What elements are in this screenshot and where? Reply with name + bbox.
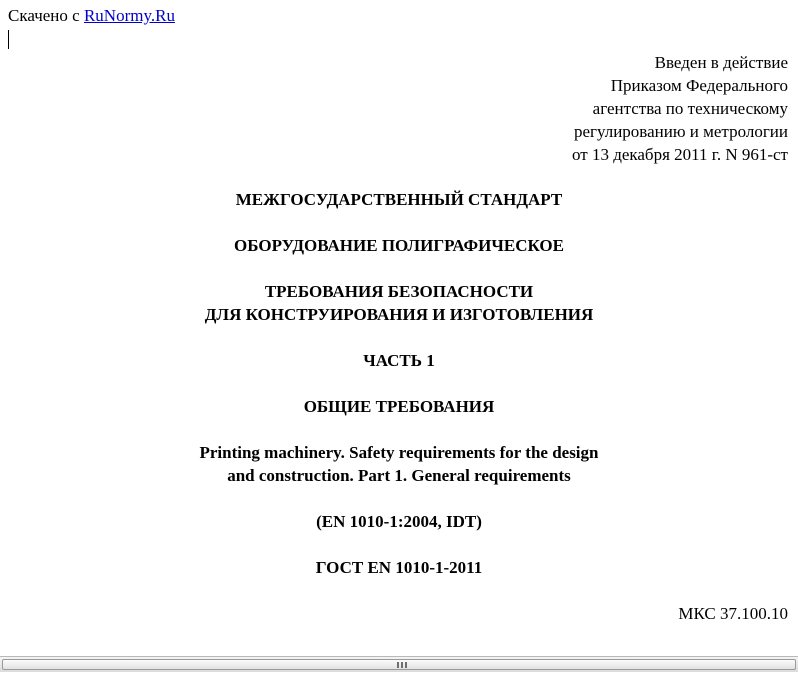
intro-line: Приказом Федерального <box>610 76 788 95</box>
english-title <box>0 441 798 487</box>
en-reference <box>0 510 798 533</box>
text-caret <box>8 30 9 49</box>
scrollbar-thumb[interactable] <box>2 659 796 670</box>
heading-text: (EN 1010-1:2004, IDT) <box>316 512 482 531</box>
intro-line: агентства по техническому <box>592 99 788 118</box>
heading-text: ГОСТ EN 1010-1-2011 <box>315 558 483 577</box>
heading-text: and construction. Part 1. General requirements <box>227 466 571 485</box>
part-heading <box>0 349 798 372</box>
download-line <box>8 5 175 27</box>
gost-number <box>0 556 798 579</box>
heading-text: Printing machinery. Safety requirements for the design <box>199 443 599 462</box>
grip-icon <box>397 662 407 668</box>
heading-text: ТРЕБОВАНИЯ БЕЗОПАСНОСТИ <box>264 282 534 301</box>
download-prefix: Скачено с <box>8 6 80 25</box>
intro-line: регулированию и метрологии <box>573 122 788 141</box>
standard-type-heading <box>0 188 798 211</box>
intro-line: от 13 декабря 2011 г. N 961-ст <box>571 145 788 164</box>
heading-text: МЕЖГОСУДАРСТВЕННЫЙ СТАНДАРТ <box>235 190 563 209</box>
mks-code: МКС 37.100.10 <box>678 604 788 623</box>
heading-text: ДЛЯ КОНСТРУИРОВАНИЯ И ИЗГОТОВЛЕНИЯ <box>204 305 594 324</box>
heading-text: ОБОРУДОВАНИЕ ПОЛИГРАФИЧЕСКОЕ <box>234 236 564 255</box>
horizontal-scrollbar[interactable] <box>0 656 798 672</box>
runormy-link[interactable]: RuNormy.Ru <box>83 6 175 25</box>
heading-text: ОБЩИЕ ТРЕБОВАНИЯ <box>303 397 495 416</box>
intro-block <box>572 51 788 166</box>
heading-text: ЧАСТЬ 1 <box>363 351 435 370</box>
requirements-heading <box>0 280 798 326</box>
subject-heading <box>0 234 798 257</box>
intro-line: Введен в действие <box>654 53 788 72</box>
general-heading <box>0 395 798 418</box>
